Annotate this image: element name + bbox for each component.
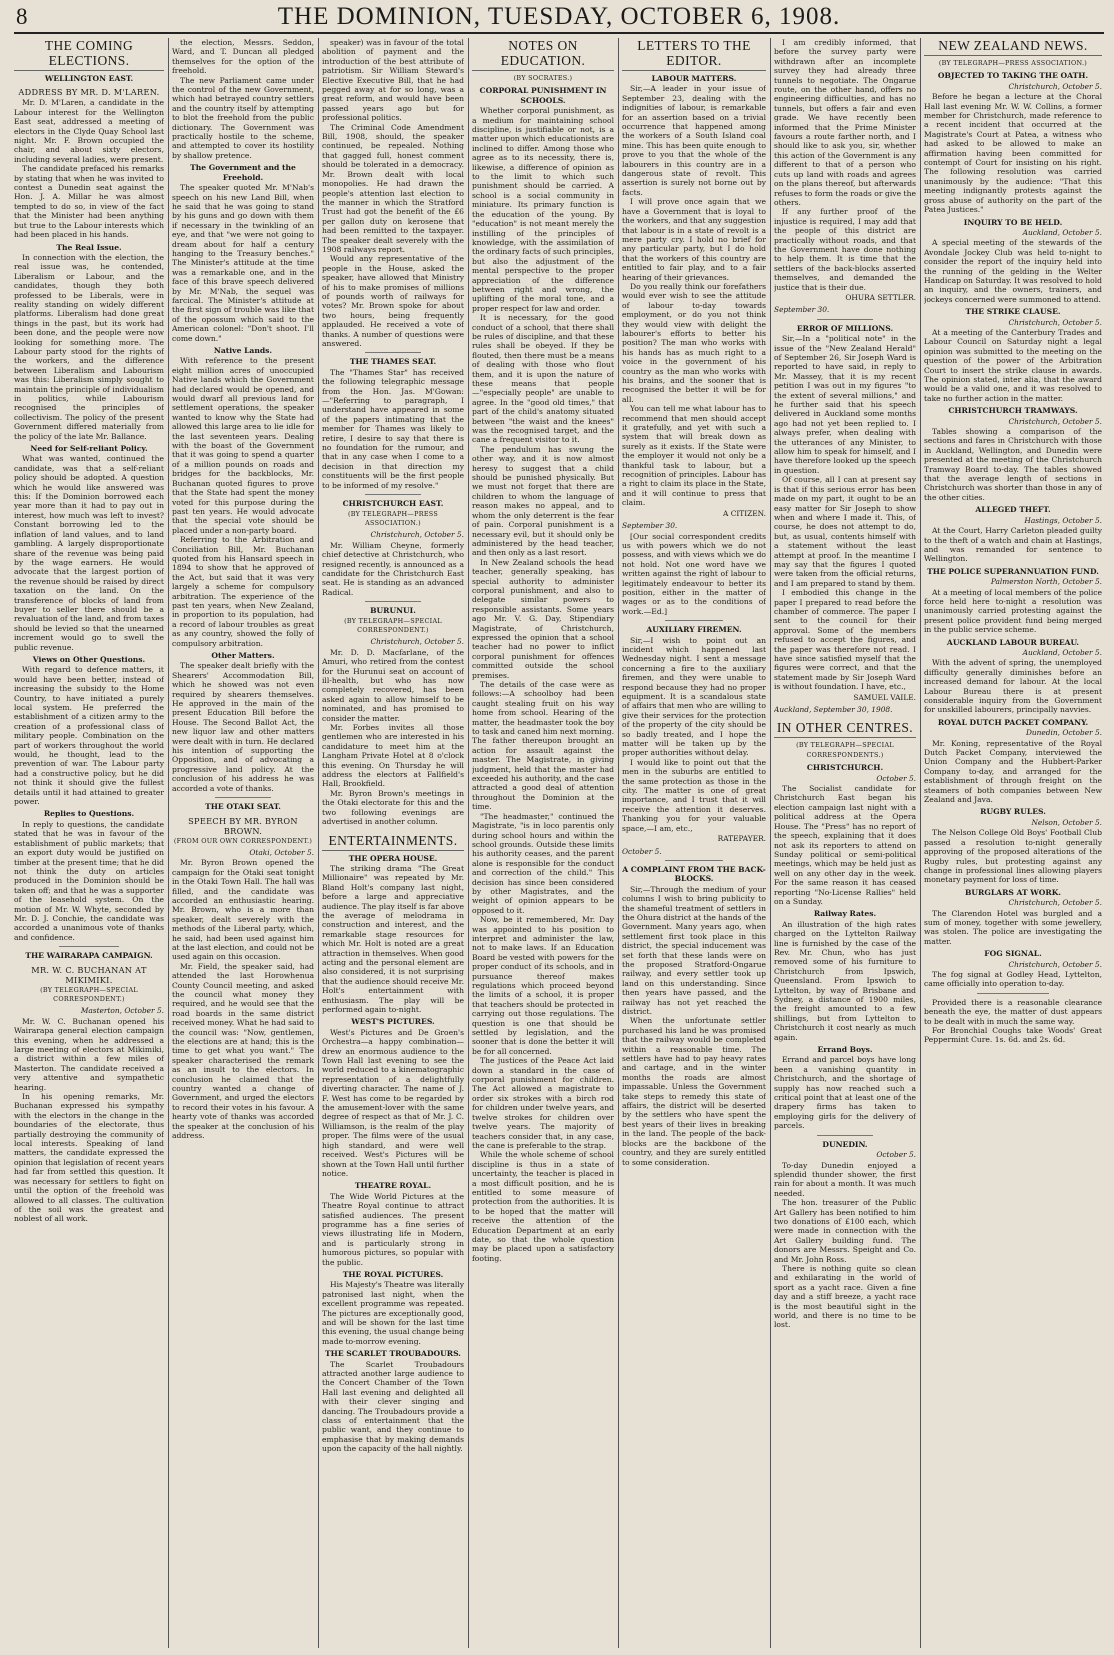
dateline: Christchurch, October 5.: [1008, 898, 1102, 908]
article-crosshead: The Real Issue.: [56, 242, 122, 252]
article-paragraph: An illustration of the high rates charged on the Lyttelton Railway line is furnished by the case of the Rev. Mr. Chun, who has just removed some of his furniture to Christchurch from Ipswich, Queensland. From Ipswich to Lyttelton, by way of Brisbane and Sydney, a distance of 1900 miles, the freight amounted to a few shillings, but from Lyttelton to Christchurch it cost nearly as much again.: [774, 919, 916, 1042]
divider: [665, 860, 723, 861]
editor-note: [Our social correspondent credits us with powers which we do not possess, and with views which we do not hold. Not one word have we written against the right of labour to legitimately endeavour to better its position, either in the matter of wages or as to the conditions of work.—Ed.]: [622, 531, 766, 616]
article-paragraph: The details of the case were as follows:—A schoolboy had been caught stealing fruit on his way home from school. Hearing of the matter, the headmaster took the boy to task and caned him next morning. The father thereupon brought an action for assault against the master. The Magistrate, in giving judgment, held that the master had exceeded his authority, and the case attracted a good deal of attention throughout the Dominion at the time.: [472, 680, 614, 812]
letter-paragraph: You can tell me what labour has to recommend that men should accept it gratefully, and yet with such a system that will break down as surely as it exists. If the State were the employer it would not only be a thankful task to labour, but a recognition of principles. Labour has a right to claim its place in the State, and it will continue to press that claim.: [622, 404, 766, 508]
article-paragraph: speaker) was in favour of the total abolition of payment and the introduction of the best attribute of patriotism. Sir William Steward's Elective Executive Bill, that he had pegged away at for so long, was a great reform, and would have been passed years ago but for professional politics.: [322, 38, 464, 123]
advertisement-line: For Bronchial Coughs take Woods' Great Peppermint Cure. 1s. 6d. and 2s. 6d.: [924, 1026, 1102, 1045]
article-subhead: THE SCARLET TROUBADOURS.: [325, 1349, 461, 1359]
column-6: [774, 38, 916, 1648]
letter-paragraph: I will prove once again that we have a Government that is loyal to the workers, and that any suggestion that labour is in a state of revolt is a mere party cry. I hold no brief for any particular party, but I do hold that the workers of this country are entitled to fair play, and to a fair hearing of their grievances.: [622, 197, 766, 282]
article-paragraph: The Clarendon Hotel was burgled and a sum of money, together with some jewellery, was stolen. The police are investigating the matter.: [924, 908, 1102, 946]
article-paragraph: Mr. D. D. Macfarlane, of the Amuri, who retired from the contest for the Hurunui seat on account of ill-health, but who has now completely recovered, has been asked again to allow himself to be nominated, and has promised to consider the matter.: [322, 647, 464, 723]
letter-date: October 5.: [622, 846, 662, 856]
newspaper-title: THE DOMINION, TUESDAY, OCTOBER 6, 1908.: [277, 3, 841, 30]
article-paragraph: Mr. William Cheyne, formerly chief detective at Christchurch, who resigned recently, is announced as a candidate for the Christchurch East seat. He is standing as an advanced Radical.: [322, 540, 464, 597]
article-paragraph: Whether corporal punishment, as a medium for maintaining school discipline, is justifiable or not, is a matter upon which educationists are inclined to differ. Among those who agree as to its necessity, there is, likewise, a difference of opinion as to the limit to which such punishment should be carried. A school is a social community in miniature. Its primary function is the education of the young. By "education" is not meant merely the instilling of the principles of knowledge, with the assimilation of the ordinary facts of such principles, but also the adjustment of the mental perspective to the proper appreciation of the difference between right and wrong, the uplifting of the moral tone, and a proper respect for law and order.: [472, 106, 614, 313]
article-paragraph: With reference to the present eight million acres of unoccupied Native lands which the Government had declared would be opened, and would dwarf all previous land for settlement operations, the speaker wanted to know why the State had allowed this large area to lie idle for the last seventeen years. Dealing with the boast of the Government that it was going to spend a quarter of a million pounds on roads and bridges for the backblocks, Mr. Buchanan quoted figures to prove that the State had spent the money voted for this purpose during the past ten years. He would advocate that the special vote should be placed under a non-party board.: [172, 356, 314, 535]
article-paragraph: West's Pictures and De Groen's Orchestra—a happy combination—drew an enormous audience to the Town Hall last evening to see the world reduced to a kinematographic representation of a delightfully diverting character. The name of J. F. West has come to be regarded by the amusement-lover with the same degree of respect as that of Mr. J. C. Williamson, is the realm of the play proper. The films were of the usual high standard, and were well received. West's Pictures will be shown at the Town Hall until further notice.: [322, 1027, 464, 1178]
letter-paragraph: When the unfortunate settler purchased his land he was promised that the railway would be completed within a reasonable time. The settlers have had to pay heavy rates and cartage, and in the winter months the roads are almost impassable. Unless the Government take steps to remedy this state of affairs, the district will be deserted by the settlers who have spent the best years of their lives in breaking in the land. The people of the back-blocks are the backbone of the country, and they are surely entitled to some consideration.: [622, 1016, 766, 1167]
letter-paragraph: Sir,—A leader in your issue of September 23, dealing with the indignities of labour, is remarkable for an assertion based on a trivial occurrence that happened among the workers of a South Island coal mine. This has been quite enough to prove to you that the whole of the labourers in this country are in a dangerous state of revolt. This assertion is surely not borne out by facts.: [622, 84, 766, 197]
article-paragraph: What was wanted, continued the candidate, was that a self-reliant policy should be adopted. A question which he would like answered was this: If the Dominion borrowed each year more than it had to pay out in interest, how much was left to invest? Constant borrowing led to the inflation of land values, and to land gambling. A largely disproportionate share of the revenue was being paid by the wage earners. He would advocate that the largest portion of the revenue should be raised by direct taxation on the land. On the transference of blocks of land from buyer to seller there should be a revaluation of the land, and from taxes should be levied so that the unearned increment would go to swell the public revenue.: [14, 454, 164, 652]
article-crosshead: Replies to Questions.: [43, 809, 135, 819]
credit-line: (BY TELEGRAPH—PRESS ASSOCIATION.): [347, 509, 439, 527]
article-paragraph: The Scarlet Troubadours attracted another large audience to the Concert Chamber of the Town Hall last evening and delighted all with their clever singing and dancing. The Troubadours provide a class of entertainment that the public want, and they continue to emphasise that by making demands upon the capacity of the hall nightly.: [322, 1359, 464, 1454]
article-subhead: THEATRE ROYAL.: [354, 1181, 432, 1191]
article-crosshead: Errand Boys.: [817, 1045, 873, 1055]
article-subhead: LABOUR MATTERS.: [651, 74, 737, 83]
letter-signature: OHURA SETTLER.: [845, 292, 916, 302]
divider: [365, 494, 422, 495]
section-heading: LETTERS TO THE EDITOR.: [622, 38, 766, 71]
article-paragraph: Mr. W. C. Buchanan opened his Wairarapa general election campaign this evening, when he addressed a large meeting of electors at Mikimiki, a district within a few miles of Masterton. The candidate received a very attentive and sympathetic hearing.: [14, 1016, 164, 1092]
article-title: MR. W. C. BUCHANAN AT MIKIMIKI.: [31, 964, 147, 985]
dateline: Nelson, October 5.: [1031, 817, 1102, 827]
article-subhead: FOG SIGNAL.: [984, 949, 1042, 959]
divider: [817, 319, 874, 320]
article-paragraph: The Criminal Code Amendment Bill, 1908, should, the speaker continued, be repealed. Nothing that gagged full, honest comment should be tolerated in a democracy. Mr. Brown dealt with local monopolies. He had drawn the people's attention last election to the manner in which the Stratford Trust had got the benefit of the £6 per gallon duty on kerosene that had been remitted to the taxpayer. The speaker dealt severely with the 1908 railways report.: [322, 122, 464, 254]
article-paragraph: The Wide World Pictures at the Theatre Royal continue to attract satisfied audiences. The present programme has a fine series of views illustrating life in Modern, and is particularly strong in humorous pictures, so popular with the public.: [322, 1191, 464, 1267]
divider: [977, 993, 1048, 994]
dateline: Christchurch, October 5.: [370, 637, 464, 647]
credit-line: (BY TELEGRAPH—SPECIAL CORRESPONDENT.): [344, 616, 442, 634]
credit-line: (BY TELEGRAPH—PRESS ASSOCIATION.): [938, 59, 1088, 67]
article-paragraph: Mr. Field, the speaker said, had attended the last Horowhenua County Council meeting, and asked the council what money they required, and he would see that the road boards in the same district received money. What he had said to the council was: "Now, gentlemen, the elections are at hand; this is the time to get what you want." The speaker characterised the remark as an insult to the electors. In conclusion he claimed that the country wanted a change of Government, and urged the electors to record their votes in his favour. A hearty vote of thanks was accorded the speaker at the conclusion of his address.: [172, 961, 314, 1141]
article-paragraph: To-day Dunedin enjoyed a splendid thunder shower, the first rain for about a month. It was much needed.: [774, 1160, 916, 1198]
article-paragraph: At a meeting of the Canterbury Trades and Labour Council on Saturday night a legal opinion was submitted to the meeting on the question of the power of the Arbitration Court to insert the strike clause in awards. The opinion stated, inter alia, that the award would be a valid one, and it was resolved to take no further action in the matter.: [924, 327, 1102, 403]
article-subhead: THE OTAKI SEAT.: [205, 802, 281, 812]
byline: (BY SOCRATES.): [513, 74, 573, 82]
article-subhead: AUCKLAND LABOUR BUREAU.: [946, 637, 1080, 647]
article-title: SPEECH BY MR. BYRON BROWN.: [188, 815, 298, 836]
letter-signature: A CITIZEN.: [723, 508, 766, 518]
article-paragraph: Referring to the Arbitration and Conciliation Bill, Mr. Buchanan quoted from his Hansard speech in 1894 to show that he approved of the Act, but said that it was very largely a scheme for compulsory arbitration. The experience of the past ten years, when New Zealand, in proportion to its population, had a record of labour troubles as great as any country, showed the folly of compulsory arbitration.: [172, 535, 314, 648]
article-crosshead: Native Lands.: [213, 346, 273, 355]
letter-paragraph: Of course, all I can at present say is that if this serious error has been made on my part, it ought to be an easy matter for Sir Joseph to show when and where I made it. This, of course, he does not attempt to do, but, as usual, contents himself with a statement without the least attempt at proof. In the meantime I may say that the figures I quoted were taken from the official returns, and I am prepared to stand by them.: [774, 475, 916, 588]
section-heading: IN OTHER CENTRES.: [774, 720, 916, 738]
article-crosshead: Other Matters.: [211, 651, 275, 660]
column-rule: [618, 38, 619, 1648]
masthead: [14, 2, 1104, 34]
dateline: Masterton, October 5.: [80, 1006, 164, 1016]
article-paragraph: The new Parliament came under the control of the new Government, which had betrayed country settlers and the country itself by attempting to blot the freehold from the public dictionary. The Government was practically hostile to the scheme, and attempted to cover its hostility by shallow pretence.: [172, 75, 314, 160]
article-subhead: ALLEGED THEFT.: [975, 505, 1051, 515]
dateline: October 5.: [876, 1150, 916, 1160]
letter-date: September 30.: [774, 305, 830, 315]
article-paragraph: The Nelson College Old Boys' Football Club passed a resolution to-night generally approving of the proposed alterations of the Rugby rules, but protesting against any change in professional lines allowing players monetary payment for loss of time.: [924, 828, 1102, 885]
article-paragraph: The striking drama "The Great Millionaire" was repeated by Mr. Bland Holt's company last night, before a large and appreciative audience. The play itself is far above the average of melodrama in construction and interest, and the remarkable stage resources for which Mr. Holt is noted are a great attraction in themselves. When good acting and the personal element are also considered, it is not surprising that the audience should receive Mr. Holt's entertainment with enthusiasm. The play will be performed again to-night.: [322, 863, 464, 1014]
letter-paragraph: I embodied this change in the paper I prepared to read before the chamber of commerce. The paper I sent to the council for their approval. Some of the members refused to accept the figures, and the paper was therefore not read. I have since satisfied myself that the figures were correct, and that the statement made by Sir Joseph Ward is without foundation. I have, etc.,: [774, 588, 916, 692]
divider: [365, 601, 422, 602]
article-subhead: THE THAMES SEAT.: [349, 357, 437, 367]
article-paragraph: The "Thames Star" has received the following telegraphic message from the Hon. Jas. M'Gowan:—"Referring to paragraph, I understand have appeared in some of the papers intimating that the member for Thames was likely to retire, I desire to say that there is no foundation for the rumour, and that in any case when I come to a decision in that direction my constituents will be the first people to be informed of my resolve.": [322, 367, 464, 490]
article-subhead: THE STRIKE CLAUSE.: [965, 307, 1061, 317]
article-paragraph: While the whole scheme of school discipline is thus in a state of uncertainty, the teacher is placed in a most difficult position, and he is entitled to some measure of protection from the authorities. It is to be hoped that the matter will receive the attention of the Education Department at an early date, so that the whole question may be placed upon a satisfactory footing.: [472, 1150, 614, 1263]
article-subhead: OBJECTED TO TAKING THE OATH.: [937, 71, 1089, 81]
section-heading: NEW ZEALAND NEWS.: [924, 38, 1102, 56]
dateline: Auckland, October 5.: [1022, 227, 1102, 237]
article-paragraph: Provided there is a reasonable clearance beneath the eye, the matter of dust appears to be dealt with in much the same way.: [924, 997, 1102, 1026]
credit-line: (BY TELEGRAPH—SPECIAL CORRESPONDENT.): [40, 985, 138, 1003]
article-paragraph: Mr. Byron Brown opened the campaign for the Otaki seat tonight in the Otaki Town Hall. The hall was filled, and the candidate was accorded an enthusiastic hearing. Mr. Brown, who is a more than speaker, dealt severely with the methods of the Liberal party, which, he said, had been used against him at the last election, and could not be used again on this occasion.: [172, 858, 314, 962]
article-paragraph: The Socialist candidate for Christchurch East began his election campaign last night with a political address at the Opera House. The "Press" has no report of the speech, explaining that it does not ask its reporters to attend on Sunday political or semi-political meetings, which may be held just as well on any other day in the week. For the same reason it has ceased reporting "No-License Rallies" held on a Sunday.: [774, 784, 916, 906]
letter-paragraph: If any further proof of the injustice is required, I may add that the people of this district are practically without roads, and that the Government have done nothing to help them. It is time that the settlers of the back-blocks asserted themselves, and demanded the justice that is their due.: [774, 207, 916, 292]
column-2: [172, 38, 314, 1648]
article-paragraph: In reply to questions, the candidate stated that he was in favour of the establishment of public markets; that an export duty would be justified on timber at the present time; that he did not think the duty on articles produced in the Dominion should be taken off; and that he was a supporter of the leasehold system. On the motion of Mr. W. Whyte, seconded by Mr. D. J. Conchie, the candidate was accorded a unanimous vote of thanks and confidence.: [14, 819, 164, 942]
article-subhead: ROYAL DUTCH PACKET COMPANY.: [937, 717, 1089, 727]
credit-line: (FROM OUR OWN CORRESPONDENT.): [173, 836, 313, 845]
dateline: Christchurch, October 5.: [1008, 959, 1102, 969]
dateline: Dunedin, October 5.: [1025, 728, 1102, 738]
article-paragraph: Now, be it remembered, Mr. Day was appointed to his position to interpret and administer the law, not to make laws. If an Education Board be vested with powers for the proper conduct of its schools, and in pursuance thereof makes regulations which proceed beyond the limits of a school, it is proper that teachers should be protected in carrying out those regulations. The question is one that should be settled by legislation, and the sooner that is done the better it will be for all concerned.: [472, 915, 614, 1056]
article-paragraph: With regard to defence matters, it would have been better, instead of increasing the subsidy to the Home Country, to have initiated a purely local system. He preferred the establishment of a citizen army to the creation of a professional class of military people. Combination on the part of workers throughout the world would, he thought, lead to the prevention of war. The Labour party had a constructive policy, but he did not think it should give the fullest details until it had attained to greater power.: [14, 665, 164, 807]
article-paragraph: The speaker quoted Mr. M'Nab's speech on his new Land Bill, when he said that he was going to stand by his guns and go down with them if necessary in the twinkling of an eye, and that "we were not going to dream about for half a century hanging to the Treasury benches." The Minister's attitude at the time was a remarkable one, and in the face of this brave speech delivered by Mr. M'Nab, the sequel was farcical. The Minister's attitude at the first sign of trouble was like that of the opossum which said to the American colonel: "Don't shoot. I'll come down.": [172, 183, 314, 343]
article-subhead: A COMPLAINT FROM THE BACK-BLOCKS.: [622, 864, 766, 884]
letter-paragraph: I am credibly informed, that before the survey party were withdrawn after an incomplete survey they had already three tunnels to negotiate. The Ongarue route, on the other hand, offers no engineering difficulties, and has no tunnels, but offers a fair and even grade. We have recently been informed that the Prime Minister favours a route farther north, and I should like to ask you, sir, whether this action of the Government is any different to that of a person who cuts up land with roads and agrees on the plans thereof, but afterwards refuses to form the roads or give the others.: [774, 38, 916, 207]
dateline: Christchurch, October 5.: [1008, 81, 1102, 91]
dateline: October 5.: [876, 773, 916, 783]
divider: [817, 1135, 874, 1136]
divider: [365, 352, 422, 353]
article-paragraph: Mr. Byron Brown's meetings in the Otaki electorate for this and the two following evenings are advertised in another column.: [322, 788, 464, 827]
article-paragraph: At a meeting of local members of the police force held here to-night a resolution was unanimously carried protesting against the present police provident fund being merged in the public service scheme.: [924, 587, 1102, 635]
divider: [665, 620, 723, 621]
column-rule: [770, 38, 771, 1648]
article-subhead: WEST'S PICTURES.: [351, 1017, 435, 1027]
article-paragraph: The speaker dealt briefly with the Shearers' Accommodation Bill, which he showed was not even required by shearers themselves. He approved in the main of the present Education Bill before the House. The Second Ballot Act, the new liquor law and other matters were dealt with in turn. He declared his intention of supporting the Opposition, and of advocating a progressive land policy. At the conclusion of his address he was accorded a vote of thanks.: [172, 661, 314, 793]
article-subhead: WELLINGTON EAST.: [44, 74, 134, 83]
dateline: Hastings, October 5.: [1024, 515, 1102, 525]
article-paragraph: The justices of the Peace Act laid down a standard in the case of corporal punishment for children. The Act allowed a magistrate to order six strokes with a birch rod for children under twelve years, and twelve strokes for children over twelve years. The majority of teachers consider that, in any case, the cane is preferable to the strap.: [472, 1056, 614, 1150]
article-subhead: THE OPERA HOUSE.: [348, 853, 438, 863]
article-paragraph: The candidate prefaced his remarks by stating that when he was invited to contest a Dunedin seat against the Hon. J. A. Millar he was almost tempted to do so, in view of the fact that the Minister had been anything but true to the Labour interests which had been placed in his hands.: [14, 164, 164, 240]
article-paragraph: the election, Messrs. Seddon, Ward, and T. Duncan all pledged themselves for the option of the freehold.: [172, 38, 314, 76]
article-crosshead: The Government and the Freehold.: [190, 163, 296, 182]
article-subhead: INQUIRY TO BE HELD.: [963, 217, 1063, 227]
section-heading: NOTES ON EDUCATION.: [472, 38, 614, 71]
section-heading: ENTERTAINMENTS.: [322, 833, 464, 851]
letter-paragraph: Do you really think our forefathers would ever wish to see the attitude of labour to-day towards employment, or do you not think they would view with delight the labourer's efforts to better his position? The man who works with his hands has as much right to a voice in the government of his country as the man who works with his brains, and the sooner that is recognised the better it will be for all.: [622, 281, 766, 404]
dateline: Auckland, October 5.: [1022, 647, 1102, 657]
article-paragraph: There is nothing quite so clean and exhilarating in the world of sport as a yacht race. Given a fine day and a stiff breeze, a yacht race is the most beautiful sight in the world, and there is no time to be lost.: [774, 1263, 916, 1330]
article-crosshead: Need for Self-reliant Policy.: [30, 444, 148, 454]
article-crosshead: Views on Other Questions.: [32, 654, 146, 664]
article-subhead: RUGBY RULES.: [980, 807, 1046, 817]
article-subhead: CHRISTCHURCH TRAMWAYS.: [948, 406, 1078, 416]
divider: [59, 946, 119, 947]
article-subhead: ERROR OF MILLIONS.: [796, 323, 894, 333]
article-subhead: BURUNUI.: [370, 606, 416, 616]
article-paragraph: Mr. Koning, representative of the Royal Dutch Packet Company, interviewed the Union Company and the Hubbert-Parker Company to-day, and arranged for the establishment of through freight on the steamers of both companies between New Zealand and Java.: [924, 738, 1102, 805]
article-paragraph: Before he began a lecture at the Choral Hall last evening Mr. W. W. Collins, a former member for Christchurch, made reference to a recent incident that occurred at the Magistrate's Court at Patea, a witness who had asked to be allowed to make an affirmation having been committed for contempt of Court for insisting on his right. The following resolution was carried unanimously by the audience: "That this meeting indignantly protests against the gross abuse of authority on the part of the Patea Justices.": [924, 92, 1102, 215]
article-paragraph: Would any representative of the people in the House, asked the speaker, have allowed that Ministry of his to make promises of millions of pounds worth of railways for votes? Mr. Brown spoke for about two hours, being frequently applauded. He received a vote of thanks. A number of questions were answered.: [322, 254, 464, 348]
letter-signature: SAMUEL VAILE.: [853, 692, 916, 702]
article-paragraph: It is necessary, for the good conduct of a school, that there shall be rules of discipline, and that these rules shall be obeyed. If they be flouted, then there must be a means of dealing with those who flout them, and it is upon the nature of these means that people—"especially people" are unable to agree. In the "good old times," that part of the child's anatomy situated between "the waist and the knees" was the recognised target, and the cane a frequent visitor to it.: [472, 313, 614, 445]
column-rule: [920, 38, 921, 1648]
letter-signature: RATEPAYER.: [717, 834, 766, 844]
column-5: [622, 38, 766, 1648]
column-rule: [168, 38, 169, 1648]
article-paragraph: A special meeting of the stewards of the Avondale Jockey Club was held to-night to consider the report of the inquiry held into the running of the gelding in the Welter Handicap on Saturday. It was resolved to hold an inquiry, and the owners, trainers, and jockeys concerned were summoned to attend.: [924, 238, 1102, 304]
dateline: Christchurch, October 5.: [1008, 416, 1102, 426]
article-paragraph: The fog signal at Godley Head, Lyttelton, came officially into operation to-day.: [924, 969, 1102, 989]
letter-paragraph: Sir,—I wish to point out an incident which happened last Wednesday night. I sent a message concerning a fire to the auxiliary firemen, and they were unable to respond because they had no proper equipment. It is a scandalous state of affairs that men who are willing to give their services for the protection of the property of the city should be so badly treated, and I hope the matter will be taken up by the proper authorities without delay.: [622, 635, 766, 758]
column-rule: [468, 38, 469, 1648]
letter-date: September 30.: [622, 521, 678, 531]
article-paragraph: "The headmaster," continued the Magistrate, "is in loco parentis only during school hours and within the school grounds. Outside these limits his authority ceases, and the parent alone is responsible for the conduct and correction of the child." This decision has since been considered by other Magistrates, and the weight of opinion appears to be opposed to it.: [472, 811, 614, 915]
column-7: [924, 38, 1102, 1648]
letter-paragraph: Sir,—In a "political note" in the issue of the "New Zealand Herald" of September 26, Sir Joseph Ward is reported to have said, in reply to Mr. Massey, that it is my recent petition I was out in my figures "to the extent of several millions," and he further said that his speech delivered in Auckland some months ago had not yet been replied to. I always prefer, when dealing with the utterances of any Minister, to allow him to speak for himself, and I have therefore looked up the speech in question.: [774, 334, 916, 475]
article-subhead: THE POLICE SUPERANNUATION FUND.: [927, 566, 1099, 576]
letter-date: Auckland, September 30, 1908.: [774, 705, 893, 715]
article-paragraph: At the Court, Harry Carleton pleaded guilty to the theft of a watch and chain at Hastings, and was remanded for sentence to Wellington.: [924, 526, 1102, 564]
article-paragraph: Tables showing a comparison of the sections and fares in Christchurch with those in Auckland, Wellington, and Dunedin were presented at the meeting of the Christchurch Tramway Board to-day. The tables showed that the average length of sections in Christchurch was shorter than those in any of the other cities.: [924, 427, 1102, 502]
page-number: 8: [16, 4, 28, 29]
column-1: [14, 38, 164, 1648]
article-paragraph: In New Zealand schools the head teacher, generally speaking, has special authority to administer corporal punishment, and also to delegate similar powers to responsible assistants. Some years ago Mr. V. G. Day, Stipendiary Magistrate, of Christchurch, expressed the opinion that a school teacher had no power to inflict corporal punishment for offences committed outside the school premises.: [472, 557, 614, 680]
dateline: Otaki, October 5.: [249, 847, 314, 857]
article-paragraph: Errand and parcel boys have long been a vanishing quantity in Christchurch, and the shortage of supply has now reached such a critical point that at least one of the drapery firms has taken to employing girls for the delivery of parcels.: [774, 1055, 916, 1131]
article-paragraph: Mr. D. M'Laren, a candidate in the Labour interest for the Wellington East seat, addressed a meeting of electors in the Clyde Quay School last night. Mr. F. Brown occupied the chair, and about sixty electors, including several ladies, were present.: [14, 98, 164, 164]
article-crosshead: Railway Rates.: [813, 909, 877, 919]
letter-paragraph: I would like to point out that the men in the suburbs are entitled to the same protection as those in the city. The matter is one of great importance, and I trust that it will receive the attention it deserves. Thanking you for your valuable space,—I am, etc.,: [622, 757, 766, 833]
divider: [215, 797, 272, 798]
dateline: Christchurch, October 5.: [1008, 317, 1102, 327]
section-heading: THE COMING ELECTIONS.: [14, 38, 164, 71]
dateline: Palmerston North, October 5.: [990, 577, 1102, 587]
article-paragraph: The pendulum has swung the other way, and it is now almost heresy to suggest that a child should be punished physically. But we must not forget that there are children to whom the language of reason makes no appeal, and to whom the only deterrent is the fear of pain. Corporal punishment is a necessary evil, but it should only be administered by the head teacher, and then only as a last resort.: [472, 444, 614, 558]
article-paragraph: Mr. Forbes invites all those gentlemen who are interested in his candidature to meet him at the Langham Private Hotel at 8 o'clock this evening. On Thursday he will address the electors at Fallfield's Hall, Brookfield.: [322, 723, 464, 789]
article-subhead: THE ROYAL PICTURES.: [342, 1269, 444, 1279]
article-paragraph: With the advent of spring, the unemployed difficulty generally diminishes before an increased demand for labour. At the local Labour Bureau there is at present considerable inquiry from the Government for unskilled labourers, principally navvies.: [924, 658, 1102, 715]
article-subhead: THE WAIRARAPA CAMPAIGN.: [25, 951, 153, 961]
column-4: [472, 38, 614, 1648]
article-subhead: BURGLARS AT WORK.: [965, 887, 1061, 897]
article-paragraph: The hon. treasurer of the Public Art Gallery has been notified to him two donations of £100 each, which were made in connection with the Art Gallery building fund. The donors are Messrs. Speight and Co. and Mr. John Ross.: [774, 1198, 916, 1264]
article-subhead: DUNEDIN.: [822, 1139, 868, 1149]
article-paragraph: His Majesty's Theatre was literally patronised last night, when the excellent programme was repeated. The pictures are exceptionally good, and will be shown for the last time this evening, the usual change being made to-morrow evening.: [322, 1280, 464, 1346]
article-subhead: CHRISTCHURCH.: [806, 763, 884, 773]
article-subhead: CORPORAL PUNISHMENT IN SCHOOLS.: [479, 86, 607, 105]
column-3: [322, 38, 464, 1648]
credit-line: (BY TELEGRAPH—SPECIAL CORRESPONDENTS.): [796, 741, 894, 759]
article-subhead: AUXILIARY FIREMEN.: [646, 625, 742, 635]
article-title: ADDRESS BY MR. D. M'LAREN.: [18, 87, 160, 98]
column-rule: [318, 38, 319, 1648]
dateline: Christchurch, October 5.: [370, 530, 464, 540]
letter-paragraph: Sir,—Through the medium of your columns I wish to bring publicity to the shameful treatment of settlers in the Ohura district at the hands of the Government. Many years ago, when settlement first took place in this district, the special inducement was set forth that these lands were on the proposed Stratford-Ongarue railway, and every settler took up land on this understanding. Since then years have passed, and the railway has not yet reached the district.: [622, 884, 766, 1016]
article-subhead: CHRISTCHURCH EAST.: [342, 499, 444, 509]
article-paragraph: In his opening remarks, Mr. Buchanan expressed his sympathy with the electors in the change in the boundaries of the electorate, thus partially destroying the community of local interests. Speaking of land matters, the candidate expressed the opinion that legislation of recent years had far from settled this question. It was necessary for settlers to fight on until the option of the freehold was allowed to all classes. The cultivation of the soil was the greatest and noblest of all work.: [14, 1092, 164, 1224]
article-paragraph: In connection with the election, the real issue was, he contended, Liberalism or Labour, and the candidates, though they both professed to be Liberals, were in reality standing on widely different platforms. Liberalism had done great things in the past, but its work had been done, and the people were now looking for something more. The Labour party stood for the rights of the workers, and the difference between Liberalism and Labourism was this: Liberalism simply sought to maintain the principle of individualism in politics, while Labourism recognised the principles of collectivism. The policy of the present Government differed materially from the policy of the late Mr. Ballance.: [14, 252, 164, 441]
